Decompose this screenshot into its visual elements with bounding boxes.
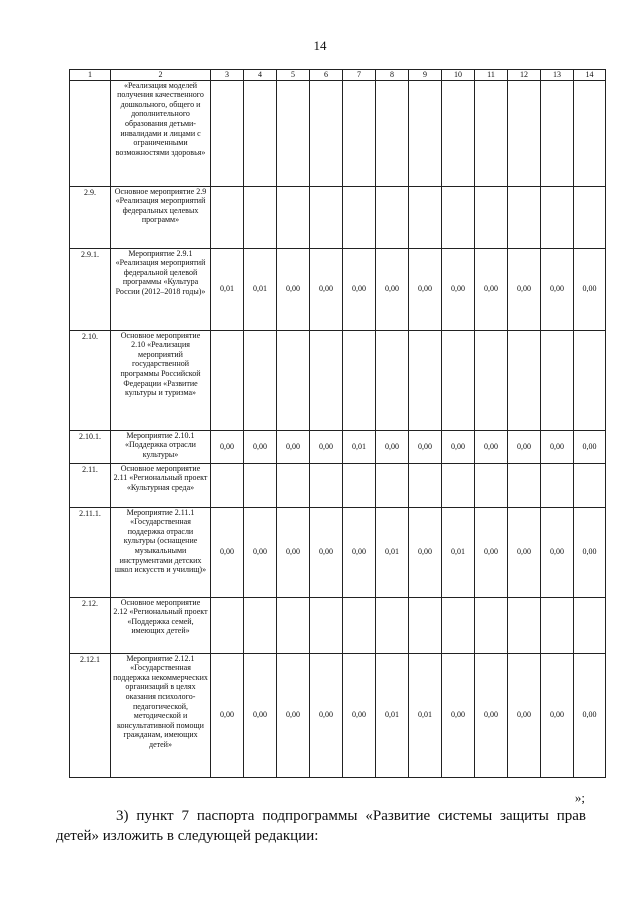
value-cell (277, 330, 310, 430)
value-cell: 0,00 (310, 430, 343, 463)
value-cell: 0,00 (475, 248, 508, 330)
value-cell (541, 330, 574, 430)
column-header: 13 (541, 70, 574, 81)
column-header: 12 (508, 70, 541, 81)
table-row (70, 507, 606, 597)
value-cell (442, 80, 475, 186)
value-cell: 0,00 (310, 653, 343, 777)
value-cell: 0,00 (574, 507, 606, 597)
value-cell: 0,00 (211, 430, 244, 463)
value-cell (310, 80, 343, 186)
row-name: Мероприятие 2.11.1 «Государственная поддержка отрасли культуры (оснащение музыкальными инструментами детских школ искусств и училищ)» (111, 507, 211, 597)
value-cell (508, 330, 541, 430)
value-cell (211, 597, 244, 653)
value-cell (409, 463, 442, 507)
row-name: Мероприятие 2.9.1 «Реализация мероприятий федеральной целевой программы «Культура России (2012–2018 годы)» (111, 248, 211, 330)
row-name: Мероприятие 2.10.1 «Поддержка отрасли культуры» (111, 430, 211, 463)
value-cell: 0,00 (442, 430, 475, 463)
value-cell (541, 463, 574, 507)
value-cell: 0,01 (343, 430, 376, 463)
column-header: 14 (574, 70, 606, 81)
table-row (70, 330, 606, 430)
row-number: 2.10.1. (70, 430, 111, 463)
column-header: 5 (277, 70, 310, 81)
value-cell (574, 80, 606, 186)
value-cell (310, 330, 343, 430)
table-row (70, 430, 606, 463)
value-cell (574, 186, 606, 248)
value-cell (211, 330, 244, 430)
value-cell (508, 186, 541, 248)
value-cell (343, 80, 376, 186)
value-cell (277, 597, 310, 653)
value-cell (277, 463, 310, 507)
value-cell (409, 597, 442, 653)
row-number: 2.12.1 (70, 653, 111, 777)
value-cell (508, 463, 541, 507)
value-cell (574, 597, 606, 653)
value-cell (343, 186, 376, 248)
value-cell: 0,00 (409, 430, 442, 463)
value-cell (376, 463, 409, 507)
value-cell (541, 80, 574, 186)
value-cell: 0,01 (244, 248, 277, 330)
value-cell: 0,00 (475, 430, 508, 463)
table-row (70, 463, 606, 507)
value-cell: 0,00 (574, 248, 606, 330)
value-cell: 0,00 (508, 248, 541, 330)
value-cell (277, 186, 310, 248)
row-name: «Реализация моделей получения качественного дошкольного, общего и дополнительного образования детьми-инвалидами и лицами с ограниченными возможностями здоровья» (111, 80, 211, 186)
value-cell (442, 463, 475, 507)
row-number: 2.11.1. (70, 507, 111, 597)
value-cell (343, 330, 376, 430)
row-number: 2.9.1. (70, 248, 111, 330)
value-cell (475, 597, 508, 653)
row-number: 2.9. (70, 186, 111, 248)
value-cell (409, 330, 442, 430)
value-cell (376, 186, 409, 248)
table-row (70, 80, 606, 186)
value-cell: 0,01 (376, 507, 409, 597)
column-header: 1 (70, 70, 111, 81)
column-header: 9 (409, 70, 442, 81)
value-cell: 0,00 (244, 653, 277, 777)
value-cell (244, 186, 277, 248)
value-cell: 0,01 (409, 653, 442, 777)
value-cell (475, 80, 508, 186)
row-name: Основное мероприятие 2.10 «Реализация мероприятий государственной программы Российской Федерации «Развитие культуры и туризма» (111, 330, 211, 430)
column-header: 10 (442, 70, 475, 81)
data-table (69, 69, 606, 778)
page-number: 14 (313, 38, 327, 53)
value-cell: 0,00 (508, 430, 541, 463)
value-cell (376, 597, 409, 653)
value-cell: 0,00 (343, 507, 376, 597)
value-cell: 0,00 (211, 507, 244, 597)
value-cell (310, 597, 343, 653)
value-cell: 0,00 (310, 507, 343, 597)
value-cell: 0,01 (442, 507, 475, 597)
value-cell (211, 80, 244, 186)
value-cell: 0,00 (442, 248, 475, 330)
value-cell (376, 330, 409, 430)
value-cell (442, 186, 475, 248)
value-cell (376, 80, 409, 186)
value-cell (574, 330, 606, 430)
row-number (70, 80, 111, 186)
table-row (70, 248, 606, 330)
value-cell: 0,01 (211, 248, 244, 330)
value-cell (541, 597, 574, 653)
value-cell: 0,00 (376, 248, 409, 330)
value-cell: 0,00 (442, 653, 475, 777)
value-cell (442, 597, 475, 653)
value-cell (541, 186, 574, 248)
row-number: 2.12. (70, 597, 111, 653)
value-cell: 0,00 (244, 430, 277, 463)
value-cell: 0,00 (244, 507, 277, 597)
value-cell: 0,00 (508, 653, 541, 777)
value-cell: 0,00 (343, 248, 376, 330)
row-name: Основное мероприятие 2.12 «Региональный проект «Поддержка семей, имеющих детей» (111, 597, 211, 653)
value-cell: 0,00 (475, 507, 508, 597)
value-cell (508, 80, 541, 186)
value-cell: 0,00 (409, 507, 442, 597)
value-cell: 0,00 (211, 653, 244, 777)
table-header-row (70, 70, 606, 81)
value-cell: 0,00 (343, 653, 376, 777)
value-cell: 0,00 (541, 430, 574, 463)
column-header: 6 (310, 70, 343, 81)
value-cell (409, 80, 442, 186)
value-cell (211, 463, 244, 507)
value-cell (574, 463, 606, 507)
row-name: Основное мероприятие 2.11 «Региональный проект «Культурная среда» (111, 463, 211, 507)
value-cell: 0,00 (541, 248, 574, 330)
column-header: 3 (211, 70, 244, 81)
value-cell (508, 597, 541, 653)
value-cell: 0,00 (376, 430, 409, 463)
value-cell (244, 597, 277, 653)
value-cell (244, 330, 277, 430)
value-cell: 0,00 (574, 430, 606, 463)
value-cell (409, 186, 442, 248)
value-cell: 0,00 (277, 507, 310, 597)
value-cell: 0,00 (310, 248, 343, 330)
paragraph-text: 3) пункт 7 паспорта подпрограммы «Развитие системы защиты прав детей» изложить в следующей редакции: (56, 808, 586, 844)
value-cell: 0,00 (409, 248, 442, 330)
value-cell (343, 463, 376, 507)
value-cell (211, 186, 244, 248)
value-cell (310, 463, 343, 507)
table-row (70, 653, 606, 777)
row-name: Мероприятие 2.12.1 «Государственная поддержка некоммерческих организаций в целях оказания психолого-педагогической, методической и консультативной помощи гражданам, имеющих детей» (111, 653, 211, 777)
value-cell (475, 186, 508, 248)
table-row (70, 597, 606, 653)
value-cell (244, 463, 277, 507)
value-cell (244, 80, 277, 186)
row-number: 2.11. (70, 463, 111, 507)
column-header: 2 (111, 70, 211, 81)
column-header: 4 (244, 70, 277, 81)
closing-mark: »; (574, 790, 585, 805)
value-cell (442, 330, 475, 430)
value-cell (310, 186, 343, 248)
row-number: 2.10. (70, 330, 111, 430)
value-cell: 0,00 (277, 248, 310, 330)
value-cell: 0,00 (277, 653, 310, 777)
row-name: Основное мероприятие 2.9 «Реализация мероприятий федеральных целевых программ» (111, 186, 211, 248)
value-cell (475, 330, 508, 430)
column-header: 7 (343, 70, 376, 81)
value-cell: 0,00 (574, 653, 606, 777)
column-header: 8 (376, 70, 409, 81)
value-cell (475, 463, 508, 507)
value-cell: 0,00 (475, 653, 508, 777)
value-cell: 0,00 (541, 653, 574, 777)
value-cell: 0,00 (277, 430, 310, 463)
value-cell (343, 597, 376, 653)
column-header: 11 (475, 70, 508, 81)
value-cell: 0,01 (376, 653, 409, 777)
value-cell: 0,00 (508, 507, 541, 597)
table-row (70, 186, 606, 248)
value-cell (277, 80, 310, 186)
value-cell: 0,00 (541, 507, 574, 597)
